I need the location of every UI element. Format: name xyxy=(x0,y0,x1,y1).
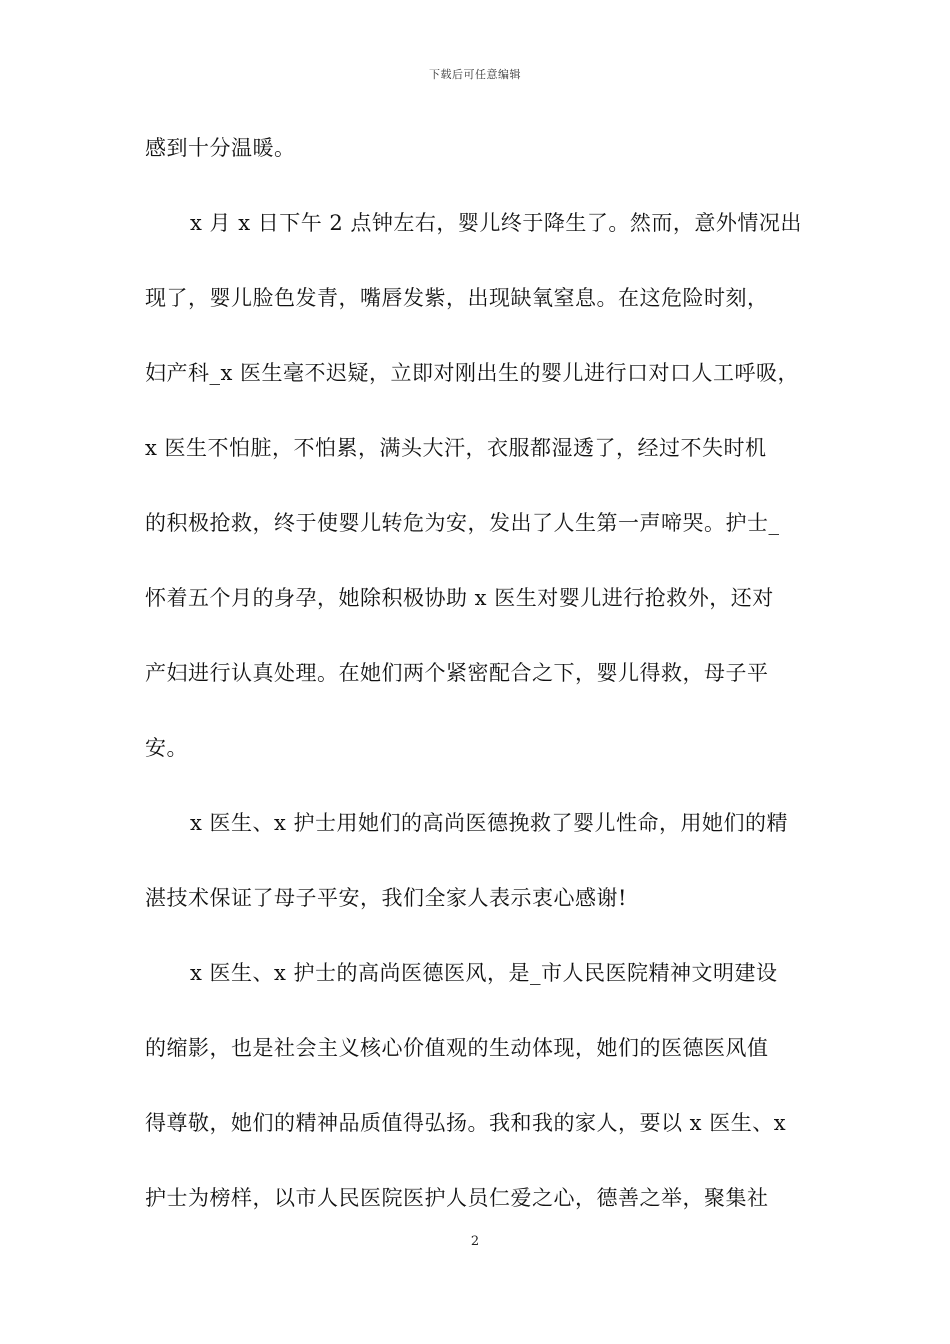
text-line: x 医生不怕脏，不怕累，满头大汗，衣服都湿透了，经过不失时机 xyxy=(145,436,767,460)
text-line: x 医生、x 护士的高尚医德医风，是_市人民医院精神文明建设 xyxy=(190,961,778,985)
text-line: 安。 xyxy=(145,736,188,760)
text-line: 湛技术保证了母子平安，我们全家人表示衷心感谢! xyxy=(145,886,627,910)
page-header: 下载后可任意编辑 xyxy=(429,68,521,81)
text-line: 产妇进行认真处理。在她们两个紧密配合之下，婴儿得救，母子平 xyxy=(145,661,769,685)
page-number: 2 xyxy=(470,1234,480,1249)
text-line: 感到十分温暖。 xyxy=(145,136,296,160)
text-line: 妇产科_x 医生毫不迟疑，立即对刚出生的婴儿进行口对口人工呼吸， xyxy=(145,361,800,385)
text-line: 护士为榜样，以市人民医院医护人员仁爱之心，德善之举，聚集社 xyxy=(145,1186,769,1210)
text-line: x 月 x 日下午 2 点钟左右，婴儿终于降生了。然而，意外情况出 xyxy=(190,211,802,235)
text-line: 怀着五个月的身孕，她除积极协助 x 医生对婴儿进行抢救外，还对 xyxy=(145,586,774,610)
text-line: 现了，婴儿脸色发青，嘴唇发紫，出现缺氧窒息。在这危险时刻， xyxy=(145,286,769,310)
text-line: x 医生、x 护士用她们的高尚医德挽救了婴儿性命，用她们的精 xyxy=(190,811,789,835)
text-line: 的积极抢救，终于使婴儿转危为安，发出了人生第一声啼哭。护士_ xyxy=(145,511,780,535)
text-line: 的缩影，也是社会主义核心价值观的生动体现，她们的医德医风值 xyxy=(145,1036,769,1060)
text-line: 得尊敬，她们的精神品质值得弘扬。我和我的家人，要以 x 医生、x xyxy=(145,1111,787,1135)
